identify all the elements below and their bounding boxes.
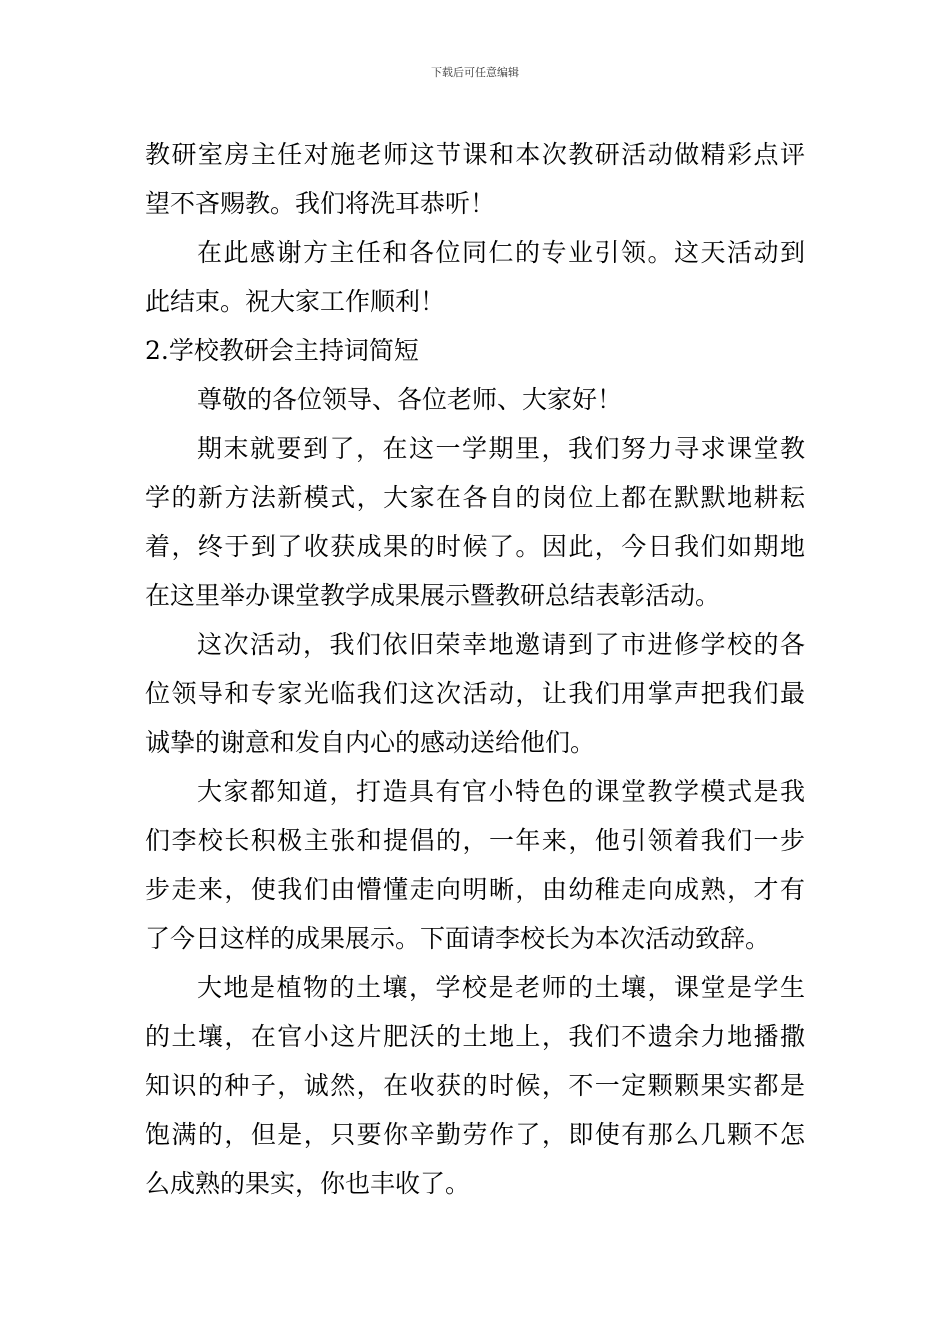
text-line: 望不吝赐教。我们将洗耳恭听！ [145,189,496,218]
text-line: 了今日这样的成果展示。下面请李校长为本次活动致辞。 [145,924,771,953]
paragraph-6 [145,963,805,1208]
text-line: 步走来，使我们由懵懂走向明晰，由幼稚走向成熟，才有 [145,875,805,904]
paragraph-1 [145,130,805,228]
text-line: 知识的种子，诚然，在收获的时候，不一定颗颗果实都是 [145,1071,805,1100]
text-line: 学的新方法新模式，大家在各自的岗位上都在默默地耕耘 [145,483,805,512]
text-line: 的土壤，在官小这片肥沃的土地上，我们不遗余力地播撒 [145,1022,805,1051]
paragraph-2 [145,228,805,326]
section-heading [145,326,805,375]
text-line: 此结束。祝大家工作顺利！ [145,287,446,316]
paragraph-3 [145,424,805,620]
paragraph-greeting [145,375,805,424]
text-line: 在这里举办课堂教学成果展示暨教研总结表彰活动。 [145,581,721,610]
text-line: 在此感谢方主任和各位同仁的专业引领。这天活动到 [197,238,805,267]
text-line: 教研室房主任对施老师这节课和本次教研活动做精彩点评 [145,140,805,169]
text-line: 尊敬的各位领导、各位老师、大家好！ [197,385,623,414]
page-header-note: 下载后可任意编辑 [431,66,519,79]
text-line: 们李校长积极主张和提倡的，一年来，他引领着我们一步 [145,826,805,855]
text-line: 这次活动，我们依旧荣幸地邀请到了市进修学校的各 [197,630,805,659]
text-line: 期末就要到了，在这一学期里，我们努力寻求课堂教 [197,434,805,463]
paragraph-5 [145,767,805,963]
text-line: 位领导和专家光临我们这次活动，让我们用掌声把我们最 [145,679,805,708]
section-title: 2.学校教研会主持词简短 [145,336,419,365]
paragraph-4 [145,620,805,767]
document-body [145,130,805,1208]
text-line: 大地是植物的土壤，学校是老师的土壤，课堂是学生 [197,973,805,1002]
text-line: 诚挚的谢意和发自内心的感动送给他们。 [145,728,596,757]
text-line: 么成熟的果实，你也丰收了。 [145,1169,471,1198]
text-line: 着，终于到了收获成果的时候了。因此，今日我们如期地 [145,532,805,561]
text-line: 饱满的，但是，只要你辛勤劳作了，即使有那么几颗不怎 [145,1120,805,1149]
text-line: 大家都知道，打造具有官小特色的课堂教学模式是我 [197,777,805,806]
